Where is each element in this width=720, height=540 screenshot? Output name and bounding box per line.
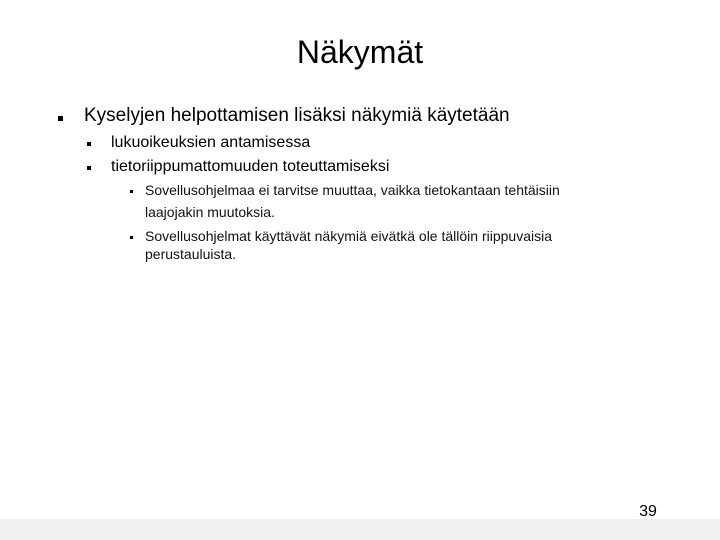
bullet-text-line-2: laajojakin muutoksia. (145, 204, 275, 220)
slide-title: Näkymät (296, 34, 424, 70)
bullet-text-line-1: Sovellusohjelmat käyttävät näkymiä eivätkä ole tällöin riippuvaisia (145, 228, 552, 244)
bullet-text: tietoriippumattomuuden toteuttamiseksi (111, 158, 390, 175)
slide-number: 39 (639, 503, 657, 520)
bullet-text: Kyselyjen helpottamisen lisäksi näkymiä käytetään (84, 105, 510, 126)
bottom-bar (0, 519, 720, 540)
square-bullet-icon (130, 236, 133, 239)
square-bullet-icon (87, 166, 91, 170)
bullet-text-line-1: Sovellusohjelmaa ei tarvitse muuttaa, vaikka tietokantaan tehtäisiin (145, 182, 560, 198)
square-bullet-icon (130, 190, 133, 193)
square-bullet-icon (58, 116, 63, 121)
bullet-text: lukuoikeuksien antamisessa (111, 134, 311, 151)
bullet-text-line-2: perustauluista. (145, 246, 237, 262)
square-bullet-icon (87, 142, 91, 146)
